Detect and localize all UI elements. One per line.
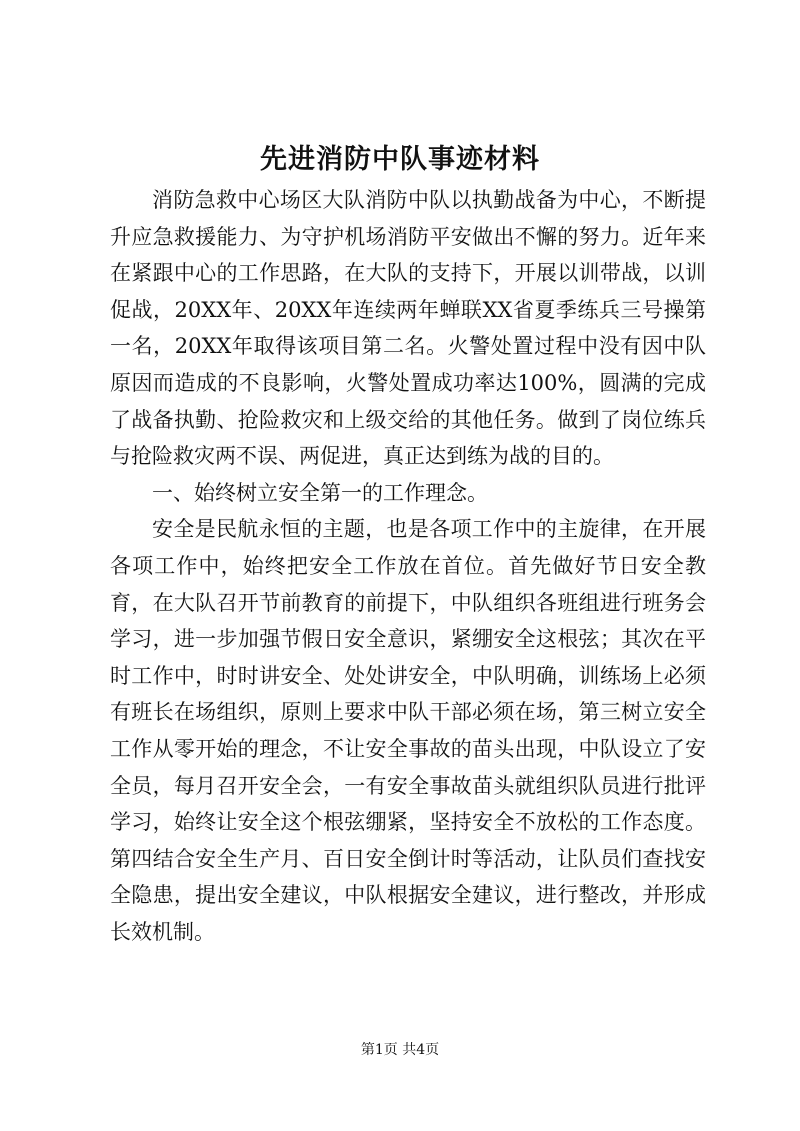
- page-footer: 第1页 共4页: [360, 1042, 440, 1058]
- paragraph-safety: 安全是民航永恒的主题，也是各项工作中的主旋律，在开展各项工作中，始终把安全工作放在首位。首先做好节日安全教育，在大队召开节前教育的前提下，中队组织各班组进行班务会学习，进一步加强节假日安全意识，紧绷安全这根弦；其次在平时工作中，时时讲安全、处处讲安全，中队明确，训练场上必须有班长在场组织，原则上要求中队干部必须在场，第三树立安全工作从零开始的理念，不让安全事故的苗头出现，中队设立了安全员，每月召开安全会，一有安全事故苗头就组织队员进行批评学习，始终让安全这个根弦绷紧，坚持安全不放松的工作态度。第四结合安全生产月、百日安全倒计时等活动，让队员们查找安全隐患，提出安全建议，中队根据安全建议，进行整改，并形成长效机制。: [110, 517, 706, 944]
- section-heading: 一、始终树立安全第一的工作理念。: [152, 480, 488, 505]
- document-body: [110, 182, 706, 950]
- paragraph-intro: 消防急救中心场区大队消防中队以执勤战备为中心，不断提升应急救援能力、为守护机场消防平安做出不懈的努力。近年来在紧跟中心的工作思路，在大队的支持下，开展以训带战，以训促战，20XX年、20XX年连续两年蝉联XX省夏季练兵三号操第一名，20XX年取得该项目第二名。火警处置过程中没有因中队原因而造成的不良影响，火警处置成功率达100%，圆满的完成了战备执勤、抢险救灾和上级交给的其他任务。做到了岗位练兵与抢险救灾两不误、两促进，真正达到练为战的目的。: [110, 188, 706, 469]
- document-title: 先进消防中队事迹材料: [260, 144, 540, 175]
